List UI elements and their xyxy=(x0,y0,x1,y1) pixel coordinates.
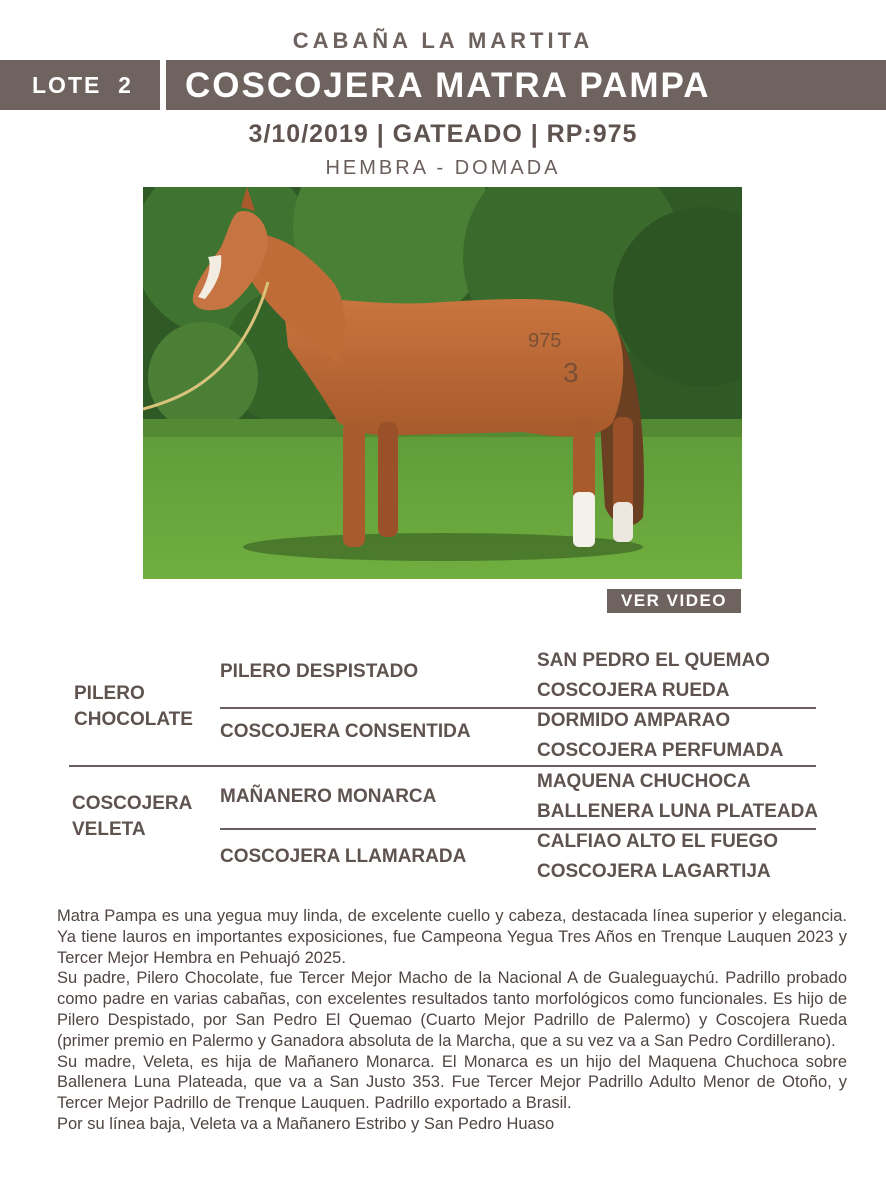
description-paragraph: Matra Pampa es una yegua muy linda, de excelente cuello y cabeza, destacada línea superior y elegancia. Ya tiene lauros en importantes exposiciones, fue Campeona Yegua Tres Años en Trenque Lauquen 2023 y Tercer Mejor Hembra en Pehuajó 2025. xyxy=(57,907,847,967)
lot-number: LOTE 2 xyxy=(32,72,133,98)
pedigree-gg-2: COSCOJERA RUEDA xyxy=(537,680,730,701)
horse-name: COSCOJERA MATRA PAMPA xyxy=(185,66,711,105)
pedigree-divider xyxy=(220,828,816,830)
pedigree-gg-5: MAQUENA CHUCHOCA xyxy=(537,771,751,792)
brand-mark: 3 xyxy=(563,357,579,388)
pedigree-sire xyxy=(74,681,193,733)
pedigree-divider xyxy=(220,707,816,709)
sire-first-word: PILERO xyxy=(74,683,145,704)
pedigree-divider xyxy=(69,765,816,767)
pedigree-dam-sire: MAÑANERO MONARCA xyxy=(220,786,437,807)
pedigree-dam-dam: COSCOJERA LLAMARADA xyxy=(220,846,467,867)
description-paragraph: Su madre, Veleta, es hija de Mañanero Monarca. El Monarca es un hijo del Maquena Chuchoca sobre Ballenera Luna Plateada, que va a San Justo 353. Fue Tercer Mejor Padrillo Adulto Menor de Otoño, y Tercer Mejor Padrillo de Trenque Lauquen. Padrillo exportado a Brasil. xyxy=(57,1052,847,1113)
description xyxy=(57,906,847,1135)
pedigree-gg-7: CALFIAO ALTO EL FUEGO xyxy=(537,831,779,852)
pedigree-gg-1: SAN PEDRO EL QUEMAO xyxy=(537,650,770,671)
lot-bar xyxy=(0,60,160,110)
pedigree-gg-8: COSCOJERA LAGARTIJA xyxy=(537,861,771,882)
horse-photo-illustration xyxy=(143,187,742,579)
pedigree-sire-dam: COSCOJERA CONSENTIDA xyxy=(220,721,471,742)
watch-video-button[interactable]: VER VIDEO xyxy=(607,589,741,613)
pedigree-gg-6: BALLENERA LUNA PLATEADA xyxy=(537,801,819,822)
name-bar xyxy=(166,60,886,110)
description-paragraph: Su padre, Pilero Chocolate, fue Tercer Mejor Macho de la Nacional A de Gualeguaychú. Padrillo probado como padre en varias cabañas, con excelentes resultados tanto morfológicos como funcionales. Es hijo de Pilero Despistado, por San Pedro El Quemao (Cuarto Mejor Padrillo de Palermo) y Coscojera Rueda (primer premio en Palermo y Ganadora absoluta de la Marcha, que a su vez va a San Pedro Cordillerano). xyxy=(57,969,847,1050)
pedigree-dam xyxy=(72,791,192,843)
sire-name xyxy=(74,683,193,730)
horse-photo xyxy=(143,187,742,579)
brand-number: 975 xyxy=(528,330,562,352)
sex-status: HEMBRA - DOMADA xyxy=(325,157,561,179)
horse-details: 3/10/2019 | GATEADO | RP:975 xyxy=(248,120,638,148)
description-paragraph: Por su línea baja, Veleta va a Mañanero Estribo y San Pedro Huaso xyxy=(57,1114,555,1133)
pedigree-gg-4: COSCOJERA PERFUMADA xyxy=(537,740,784,761)
dam-first-word: COSCOJERA xyxy=(72,793,193,814)
breeder-name: CABAÑA LA MARTITA xyxy=(292,28,594,53)
pedigree-gg-3: DORMIDO AMPARAO xyxy=(537,710,731,731)
pedigree-sire-sire: PILERO DESPISTADO xyxy=(220,661,419,682)
sire-second-word: CHOCOLATE xyxy=(74,709,193,730)
dam-second-word: VELETA xyxy=(72,819,146,840)
